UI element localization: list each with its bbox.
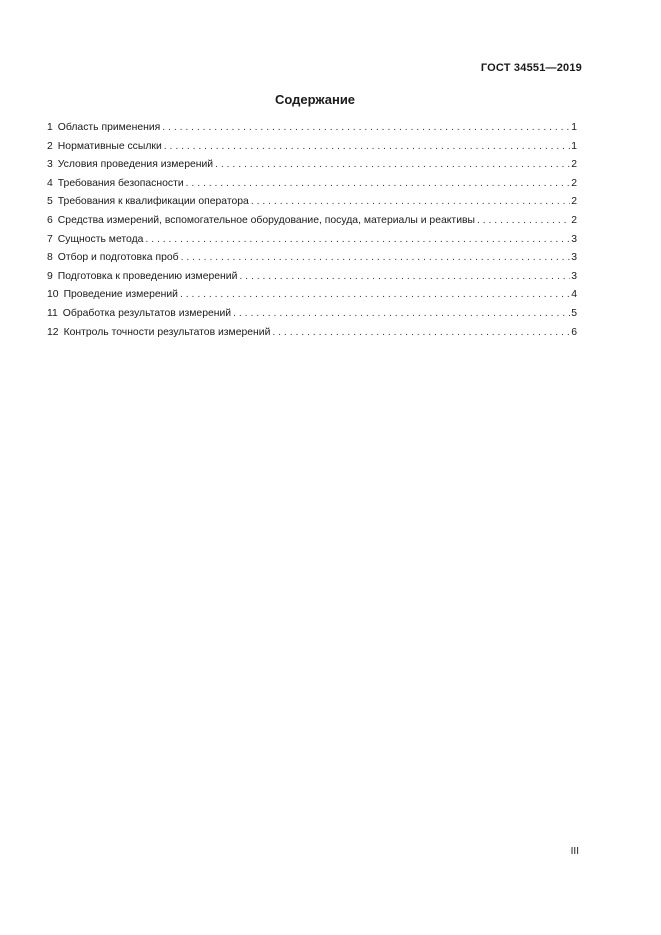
toc-entry — [47, 141, 577, 160]
toc-entry-number: 2 — [47, 140, 53, 152]
toc-entry — [47, 252, 577, 271]
toc-dot-leader — [237, 271, 570, 282]
toc-entry-page: 3 — [571, 233, 577, 245]
toc-entry-page: 1 — [571, 140, 577, 152]
toc-entry-label: Средства измерений, вспомогательное оборудование, посуда, материалы и реактивы — [57, 214, 475, 226]
toc-entry-number: 9 — [47, 270, 53, 282]
toc-entry-number: 7 — [47, 233, 53, 245]
toc-dot-leader — [475, 215, 570, 226]
toc-entry — [47, 215, 577, 234]
toc-entry-number: 1 — [47, 122, 53, 133]
table-of-contents — [47, 122, 577, 345]
toc-entry-label: Нормативные ссылки — [57, 140, 162, 152]
toc-entry-label: Подготовка к проведению измерений — [57, 270, 238, 282]
document-code: ГОСТ 34551—2019 — [480, 62, 582, 74]
toc-entry-page: 2 — [571, 196, 577, 208]
toc-entry — [47, 178, 577, 197]
toc-entry-page: 3 — [571, 252, 577, 264]
toc-entry — [47, 159, 577, 178]
toc-dot-leader — [160, 122, 570, 133]
toc-dot-leader — [143, 234, 570, 245]
toc-entry — [47, 234, 577, 253]
toc-entry-page: 1 — [571, 122, 577, 133]
toc-dot-leader — [179, 252, 571, 263]
toc-dot-leader — [178, 289, 570, 300]
toc-dot-leader — [213, 159, 570, 170]
toc-entry-number: 5 — [47, 196, 53, 208]
toc-entry-page: 3 — [571, 270, 577, 282]
toc-entry-page: 6 — [571, 326, 577, 338]
toc-entry-label: Отбор и подготовка проб — [57, 252, 179, 264]
toc-entry — [47, 289, 577, 308]
toc-entry-number: 4 — [47, 177, 53, 189]
toc-dot-leader — [249, 196, 570, 207]
toc-dot-leader — [184, 178, 571, 189]
toc-dot-leader — [270, 327, 570, 338]
toc-entry-label: Условия проведения измерений — [57, 159, 214, 171]
toc-entry-page: 5 — [571, 307, 577, 319]
page-number: III — [570, 846, 579, 857]
toc-entry-number: 12 — [47, 326, 59, 338]
toc-entry-label: Обработка результатов измерений — [62, 307, 232, 319]
toc-dot-leader — [162, 141, 570, 152]
toc-entry-label: Проведение измерений — [63, 289, 178, 301]
toc-entry — [47, 327, 577, 346]
toc-entry-page: 2 — [571, 159, 577, 171]
toc-entry-page: 2 — [571, 214, 577, 226]
toc-entry-label: Требования к квалификации оператора — [57, 196, 249, 208]
toc-entry-number: 8 — [47, 252, 53, 264]
toc-entry-number: 6 — [47, 214, 53, 226]
toc-entry — [47, 308, 577, 327]
toc-entry-page: 4 — [571, 289, 577, 301]
toc-title: Содержание — [274, 92, 356, 107]
toc-entry-label: Требования безопасности — [57, 177, 184, 189]
toc-dot-leader — [231, 308, 570, 319]
toc-entry-label: Контроль точности результатов измерений — [63, 326, 271, 338]
toc-entry-number: 3 — [47, 159, 53, 171]
toc-entry-number: 10 — [47, 289, 59, 301]
toc-entry — [47, 196, 577, 215]
toc-entry — [47, 271, 577, 290]
toc-entry-page: 2 — [571, 177, 577, 189]
toc-entry-number: 11 — [47, 307, 58, 319]
toc-entry-label: Сущность метода — [57, 233, 144, 245]
toc-entry-label: Область применения — [57, 122, 161, 133]
toc-entry — [47, 122, 577, 141]
